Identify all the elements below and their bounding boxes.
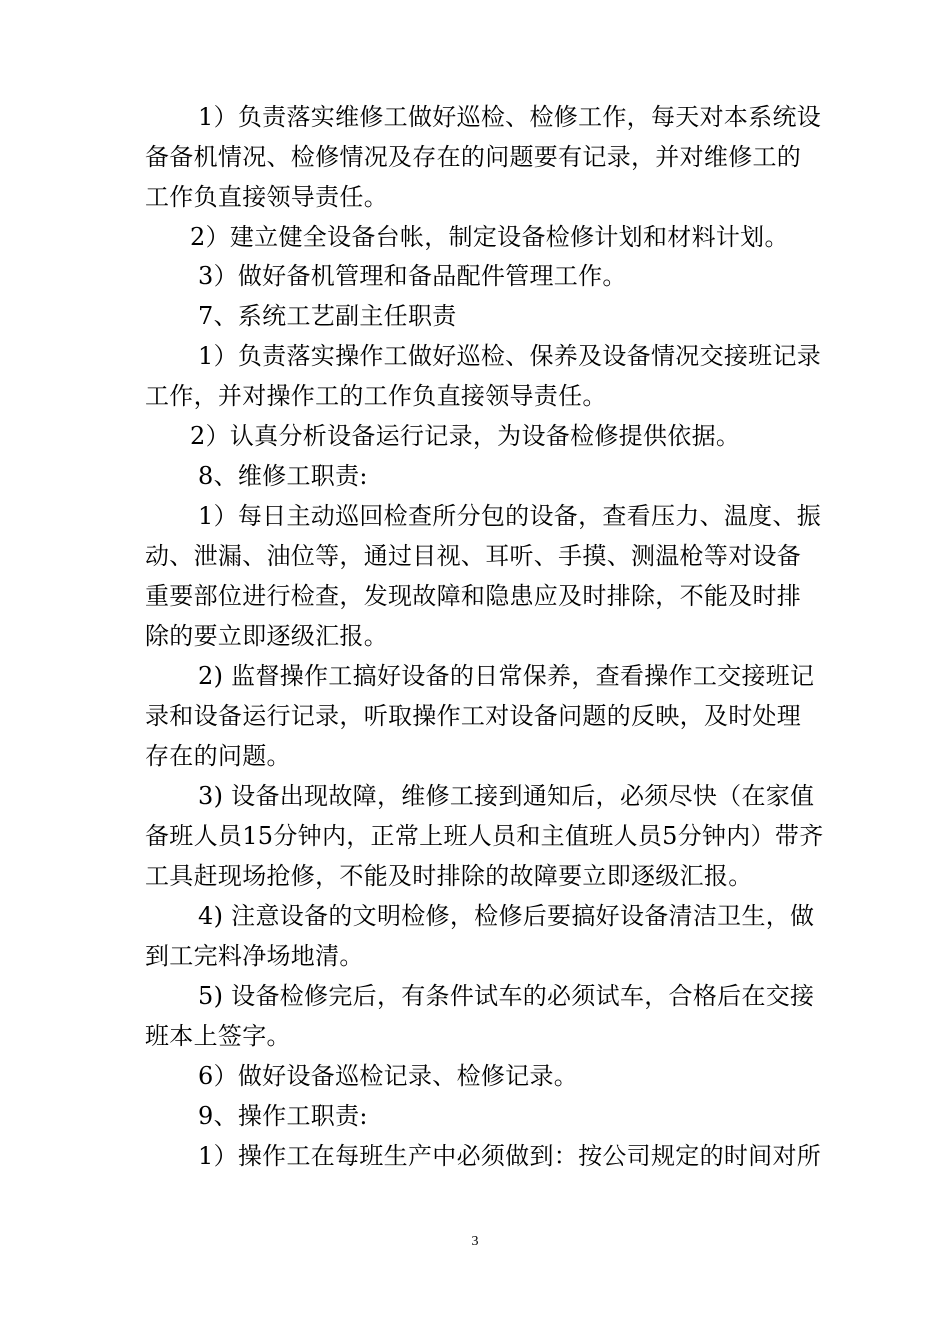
text-line: 重要部位进行检查，发现故障和隐患应及时排除，不能及时排 [145, 582, 802, 610]
section-heading: 8、维修工职责: [198, 462, 368, 490]
text-line: 到工完料净场地清。 [145, 942, 364, 970]
text-line: 班本上签字。 [145, 1022, 291, 1050]
text-line: 备备机情况、检修情况及存在的问题要有记录，并对维修工的 [145, 143, 802, 171]
text-line: 除的要立即逐级汇报。 [145, 622, 388, 650]
text-line: 3）做好备机管理和备品配件管理工作。 [198, 262, 627, 290]
text-line: 2) 监督操作工搞好设备的日常保养，查看操作工交接班记 [198, 662, 815, 690]
text-line: 录和设备运行记录，听取操作工对设备问题的反映，及时处理 [145, 702, 802, 730]
section-heading: 9、操作工职责: [198, 1102, 368, 1130]
text-line: 1）负责落实操作工做好巡检、保养及设备情况交接班记录 [198, 342, 822, 370]
text-line: 4) 注意设备的文明检修，检修后要搞好设备清洁卫生，做 [198, 902, 815, 930]
text-line: 6）做好设备巡检记录、检修记录。 [198, 1062, 579, 1090]
section-heading: 7、系统工艺副主任职责 [198, 302, 457, 330]
text-line: 工具赶现场抢修，不能及时排除的故障要立即逐级汇报。 [145, 862, 753, 890]
page-number: 3 [471, 1234, 479, 1249]
text-line: 工作负直接领导责任。 [145, 183, 388, 211]
text-line: 动、泄漏、油位等，通过目视、耳听、手摸、测温枪等对设备 [145, 542, 802, 570]
text-line: 1）负责落实维修工做好巡检、检修工作，每天对本系统设 [198, 103, 822, 131]
text-line: 5) 设备检修完后，有条件试车的必须试车，合格后在交接 [198, 982, 815, 1010]
text-line: 备班人员15分钟内，正常上班人员和主值班人员5分钟内）带齐 [145, 822, 824, 850]
text-line: 1）每日主动巡回检查所分包的设备，查看压力、温度、振 [198, 502, 822, 530]
text-line: 1）操作工在每班生产中必须做到：按公司规定的时间对所 [198, 1142, 822, 1170]
text-line: 2）认真分析设备运行记录，为设备检修提供依据。 [190, 422, 741, 450]
text-line: 工作，并对操作工的工作负直接领导责任。 [145, 382, 607, 410]
text-line: 存在的问题。 [145, 742, 291, 770]
text-line: 2）建立健全设备台帐，制定设备检修计划和材料计划。 [190, 223, 789, 251]
text-line: 3) 设备出现故障，维修工接到通知后，必须尽快（在家值 [198, 782, 815, 810]
